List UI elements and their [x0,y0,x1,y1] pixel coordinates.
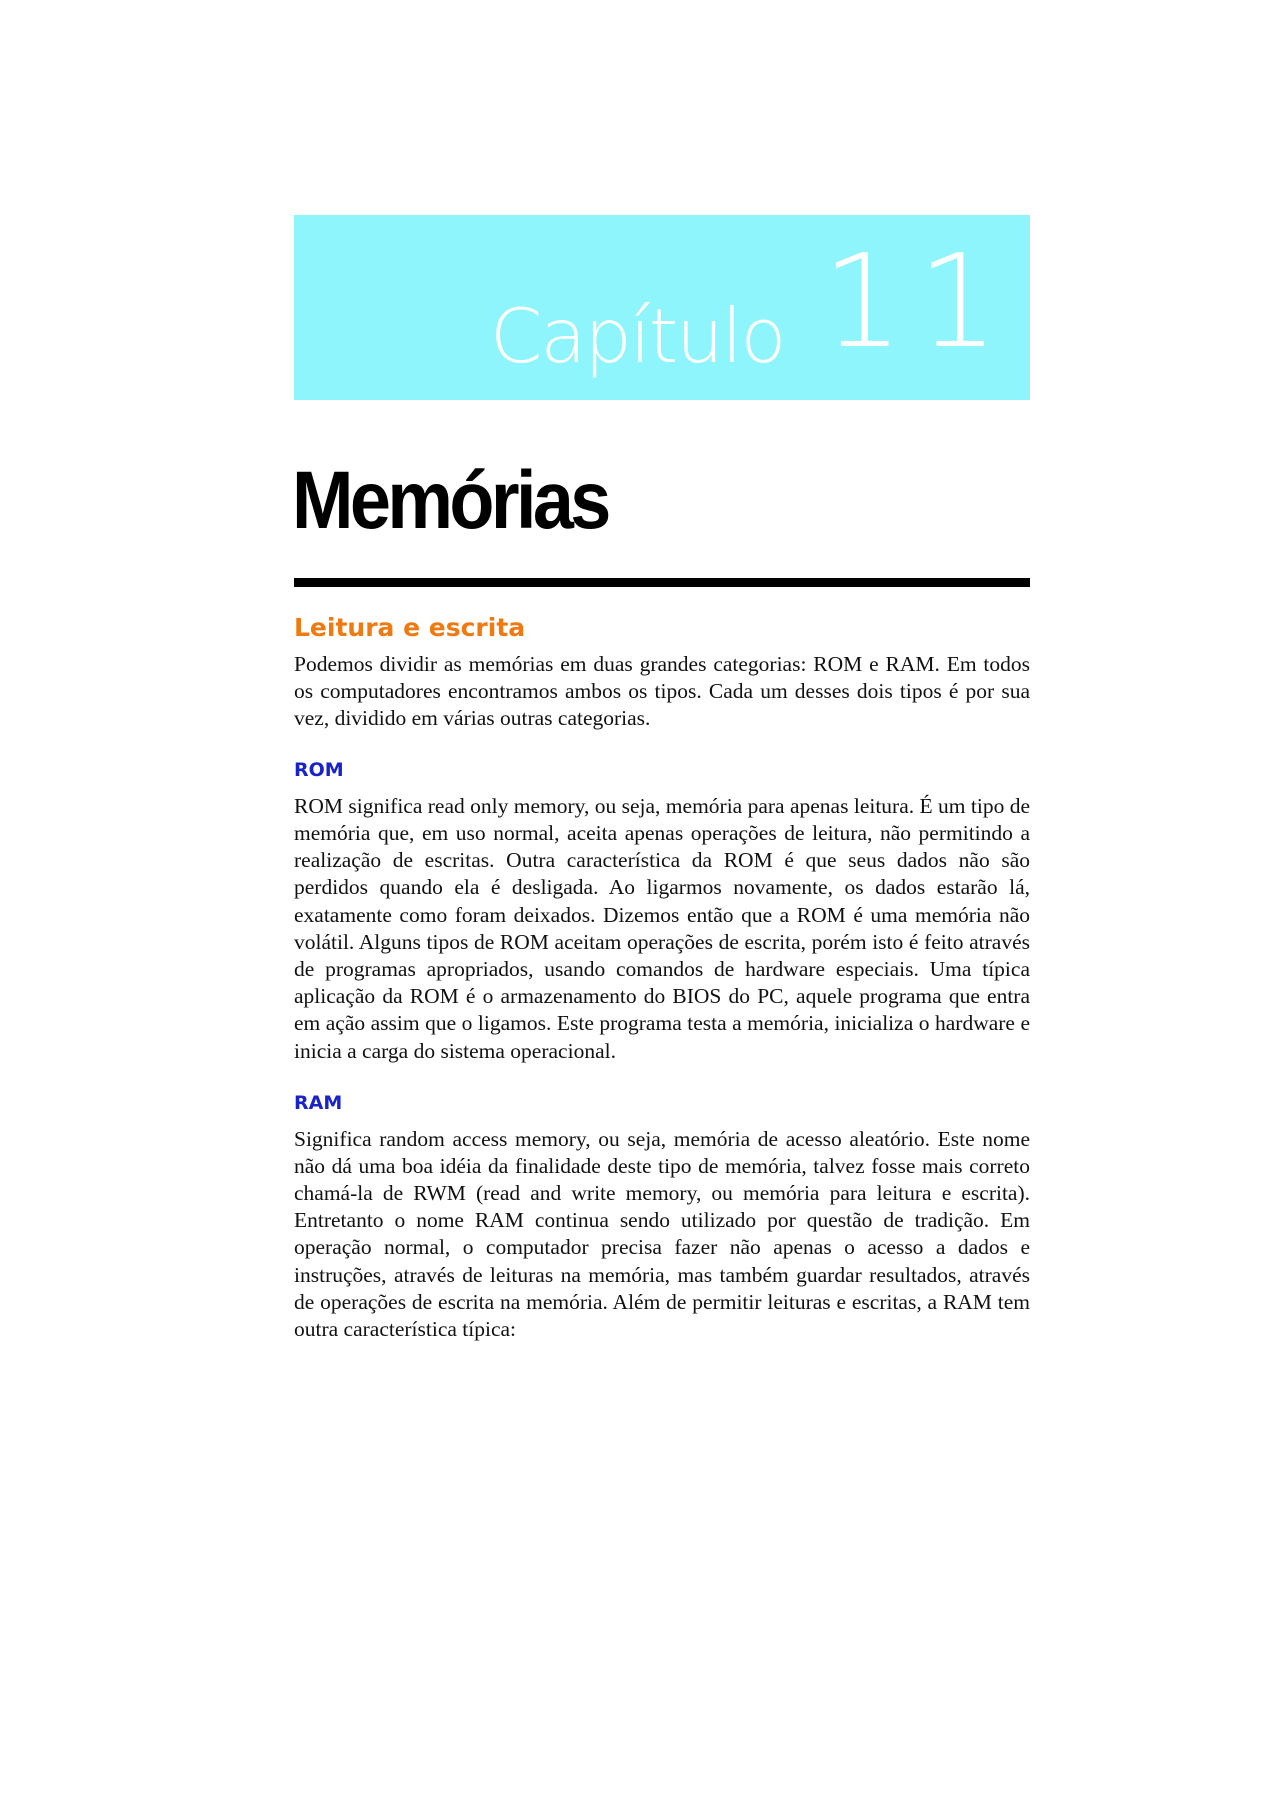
chapter-banner [294,215,1030,400]
chapter-word: Capítulo [490,292,785,380]
chapter-content [294,612,1030,1343]
subsection-heading-rom: ROM [294,759,344,782]
title-divider [294,578,1030,587]
subsection-heading-ram: RAM [294,1091,343,1114]
ram-paragraph: Significa random access memory, ou seja, memória de acesso aleatório. Este nome não dá uma boa idéia da finalidade deste tipo de memória, talvez fosse mais correto chamá-la de RWM (read and write memory, ou memória para leitura e escrita). Entretanto o nome RAM continua sendo utilizado por questão de tradição. Em operação normal, o computador precisa fazer não apenas o acesso a dados e instruções, através de leituras na memória, mas também guardar resultados, através de operações de escrita na memória. Além de permitir leituras e escritas, a RAM tem outra característica típica: [294,1126,1030,1341]
intro-paragraph: Podemos dividir as memórias em duas grandes categorias: ROM e RAM. Em todos os computadores encontramos ambos os tipos. Cada um desses dois tipos é por sua vez, dividido em várias outras categorias. [294,651,1030,730]
chapter-title: Memórias [292,455,608,546]
chapter-number: 11 [822,228,1013,377]
rom-paragraph: ROM significa read only memory, ou seja, memória para apenas leitura. É um tipo de memória que, em uso normal, aceita apenas operações de leitura, não permitindo a realização de escritas. Outra característica da ROM é que seus dados não são perdidos quando ela é desligada. Ao ligarmos novamente, os dados estarão lá, exatamente como foram deixados. Dizemos então que a ROM é uma memória não volátil. Alguns tipos de ROM aceitam operações de escrita, porém isto é feito através de programas apropriados, usando comandos de hardware especiais. Uma típica aplicação da ROM é o armazenamento do BIOS do PC, aquele programa que entra em ação assim que o ligamos. Este programa testa a memória, inicializa o hardware e inicia a carga do sistema operacional. [294,793,1030,1063]
section-heading-leitura-escrita: Leitura e escrita [294,613,526,642]
